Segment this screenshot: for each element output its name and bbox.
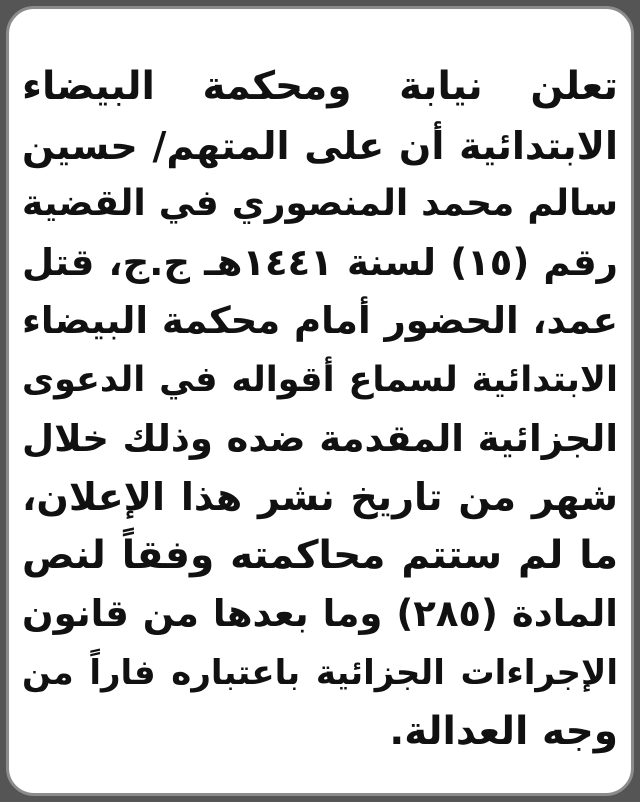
court-notice-text xyxy=(22,58,618,761)
notice-line-1: تعلن نيابة ومحكمة البيضاء xyxy=(22,64,618,109)
notice-line-5: عمد، الحضور أمام محكمة البيضاء xyxy=(22,299,618,343)
notice-line-10: المادة (٢٨٥) وما بعدها من قانون xyxy=(22,592,618,636)
notice-line-2: الابتدائية أن على المتهم/ حسين xyxy=(22,123,618,168)
notice-line-8: شهر من تاريخ نشر هذا الإعلان، xyxy=(22,475,618,520)
notice-line-4: رقم (١٥) لسنة ١٤٤١هـ ج.ج، قتل xyxy=(22,240,618,284)
notice-line-9: ما لم ستتم محاكمته وفقاً لنص xyxy=(22,532,618,578)
notice-line-6: الابتدائية لسماع أقواله في الدعوى xyxy=(22,359,618,400)
notice-line-11: الإجراءات الجزائية باعتباره فاراً من xyxy=(22,652,618,693)
notice-line-3: سالم محمد المنصوري في القضية xyxy=(22,183,618,225)
notice-line-7: الجزائية المقدمة ضده وذلك خلال xyxy=(22,416,618,460)
notice-line-12: وجه العدالة. xyxy=(389,708,618,754)
